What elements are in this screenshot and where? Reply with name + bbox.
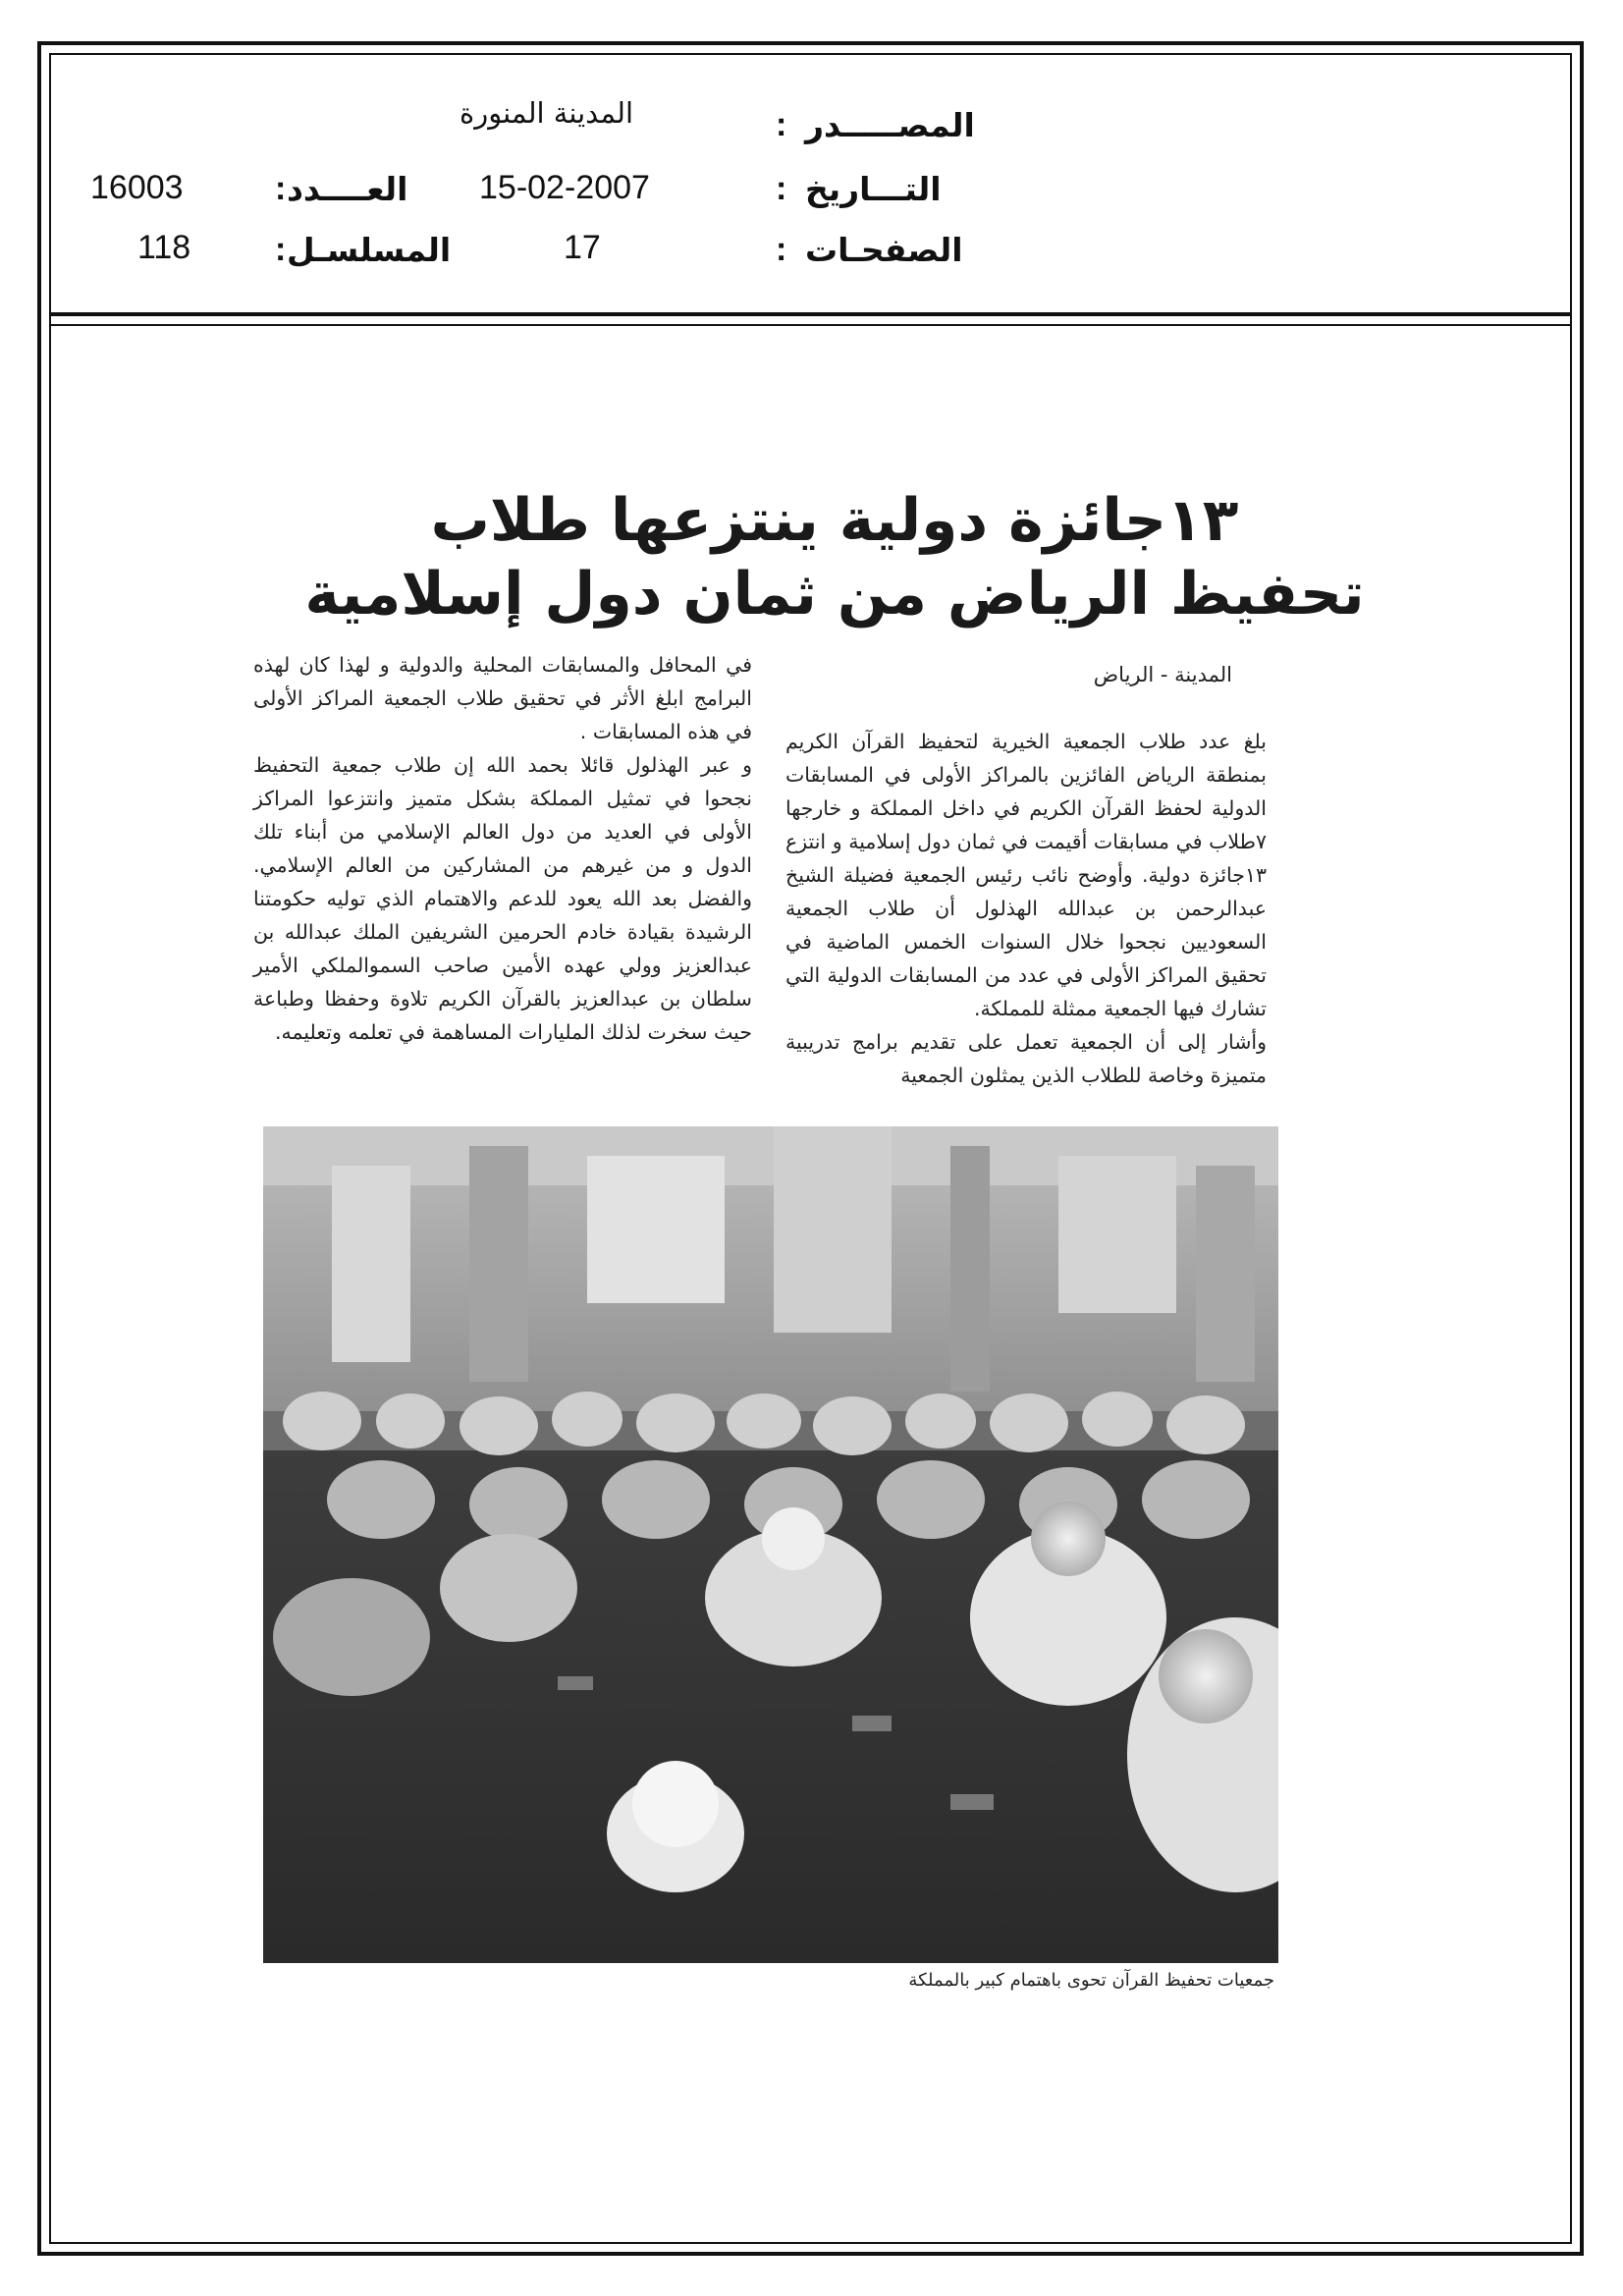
- photo-scene: [263, 1126, 1278, 1963]
- article-dateline: المدينة - الرياض: [1093, 663, 1232, 686]
- article-headline-line2: تحفيظ الرياض من ثمان دول إسلامية: [304, 560, 1365, 629]
- source-colon: :: [776, 106, 787, 143]
- issue-label: العــــدد: [287, 170, 408, 208]
- pages-value: 17: [564, 229, 601, 266]
- article-column-left: [253, 648, 752, 1049]
- article-column-right: [785, 725, 1267, 1092]
- header-divider-thin: [49, 324, 1572, 326]
- date-colon: :: [776, 170, 787, 207]
- serial-label: المسلسـل: [287, 231, 452, 269]
- pages-label: الصفحـات: [805, 231, 963, 269]
- article-paragraph: و عبر الهذلول قائلا بحمد الله إن طلاب جمعية التحفيظ نجحوا في تمثيل المملكة بشكل متميز وانتزعوا المراكز الأولى في العديد من دول العالم الإسلامي من أبناء تلك الدول و من غيرهم من المشاركين من العالم الإسلامي. والفضل بعد الله يعود للدعم والاهتمام الذي توليه حكومتنا الرشيدة بقيادة خادم الحرمين الشريفين الملك عبدالله بن عبدالعزيز وولي عهده الأمين صاحب السموالملكي الأمير سلطان بن عبدالعزيز بالقرآن الكريم تلاوة وحفظا وطباعة حيث سخرت لذلك المليارات المساهمة في تعلمه وتعليمه.: [253, 753, 752, 1044]
- issue-colon: :: [275, 170, 287, 207]
- date-label: التـــاريخ: [805, 170, 942, 208]
- date-value: 15-02-2007: [479, 169, 650, 206]
- serial-colon: :: [275, 231, 287, 268]
- article-paragraph: وأشار إلى أن الجمعية تعمل على تقديم برامج تدريبية متميزة وخاصة للطلاب الذين يمثلون الجمعية: [785, 1030, 1267, 1087]
- pages-colon: :: [776, 231, 787, 268]
- article-paragraph: بلغ عدد طلاب الجمعية الخيرية لتحفيظ القرآن الكريم بمنطقة الرياض الفائزين بالمراكز الأولى في المسابقات الدولية لحفظ القرآن الكريم في داخل المملكة و خارجها ٧طلاب في مسابقات أقيمت في ثمان دول إسلامية و انتزع ١٣جائزة دولية. وأوضح نائب رئيس الجمعية فضيلة الشيخ عبدالرحمن بن عبدالله الهذلول أن طلاب الجمعية السعوديين نجحوا خلال السنوات الخمس الماضية في تحقيق المراكز الأولى في عدد من المسابقات الدولية التي تشارك فيها الجمعية ممثلة للمملكة.: [785, 730, 1267, 1020]
- issue-value: 16003: [90, 169, 184, 206]
- serial-value: 118: [137, 229, 191, 266]
- source-label: المصـــــدر: [805, 106, 975, 144]
- article-photo: [263, 1126, 1278, 1963]
- source-value: المدينة المنورة: [460, 96, 634, 130]
- article-paragraph: في المحافل والمسابقات المحلية والدولية و لهذا كان لهذه البرامج ابلغ الأثر في تحقيق طلاب الجمعية المراكز الأولى في هذه المسابقات .: [253, 653, 752, 743]
- article-headline-line1: ١٣جائزة دولية ينتزعها طلاب: [430, 486, 1239, 555]
- header-divider: [49, 312, 1572, 316]
- photo-caption: جمعيات تحفيظ القرآن تحوى باهتمام كبير بالمملكة: [908, 1970, 1274, 1991]
